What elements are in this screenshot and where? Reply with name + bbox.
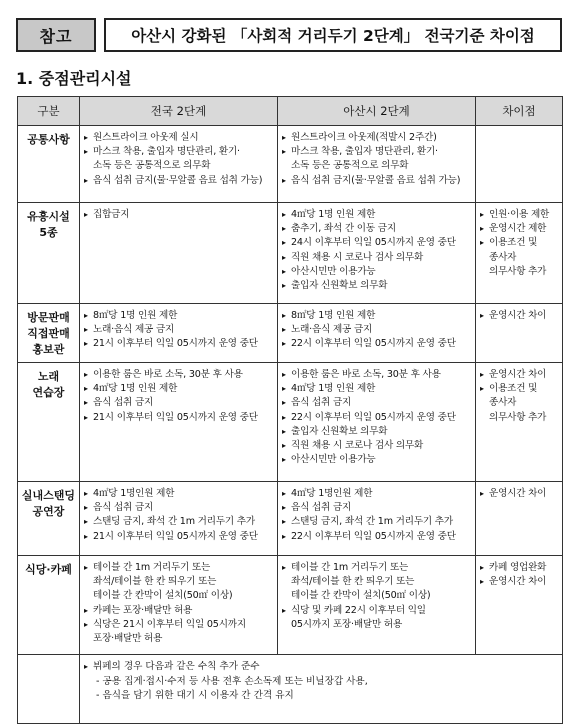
list-item (84, 487, 274, 501)
list-item (84, 396, 274, 410)
triangle-right-icon: ▸ (480, 311, 484, 320)
row-category: 유흥시설 5종 (18, 203, 80, 304)
triangle-right-icon: ▸ (84, 662, 89, 671)
table-row (18, 203, 563, 304)
note-lead: 뷔페의 경우 다음과 같은 수칙 추가 준수 (93, 661, 260, 672)
list-item (84, 604, 274, 618)
item-text: 집합금지 (93, 209, 130, 220)
triangle-right-icon: ▸ (282, 238, 286, 248)
triangle-right-icon: ▸ (282, 325, 286, 335)
list-item (282, 265, 472, 279)
triangle-right-icon: ▸ (84, 503, 88, 513)
cell-national (80, 304, 278, 363)
cell-asan (278, 482, 476, 556)
triangle-right-icon: ▸ (282, 339, 286, 349)
header (16, 18, 562, 52)
list-item (282, 236, 472, 250)
list-item (282, 396, 472, 410)
triangle-right-icon: ▸ (480, 489, 484, 498)
list-item (480, 208, 559, 222)
list-item (282, 368, 472, 382)
list-item (84, 145, 274, 173)
item-text: 이용한 룸은 바로 소독, 30분 후 사용 (93, 369, 243, 380)
note-sub-1: - 공용 집게·접시·수저 등 사용 전후 손소독제 또는 비닐장갑 사용, (96, 675, 368, 687)
list-item (282, 530, 472, 544)
list-item (282, 425, 472, 439)
list-item (282, 487, 472, 501)
row-category: 공통사항 (18, 126, 80, 203)
item-text: 운영시간 차이 (489, 369, 547, 380)
item-text: 22시 이후부터 익일 05시까지 운영 중단 (291, 338, 456, 350)
list-item (282, 411, 472, 425)
cell-diff (476, 304, 563, 363)
triangle-right-icon: ▸ (282, 370, 286, 379)
item-text: 음식 섭취 금지 (291, 502, 352, 514)
triangle-right-icon: ▸ (282, 175, 286, 185)
list-item (84, 618, 274, 646)
cell-asan (278, 203, 476, 304)
item-text: 운영시간 차이 (489, 310, 547, 321)
list-item (282, 501, 472, 515)
list-item (480, 487, 559, 501)
item-text: 마스크 착용, 출입자 명단관리, 환기· 소독 등은 공통적으로 의무화 (291, 146, 438, 172)
comparison-table (17, 96, 563, 724)
item-text: 직원 채용 시 코로나 검사 의무화 (291, 251, 424, 263)
list-item (84, 208, 274, 222)
item-text: 운영시간 차이 (489, 488, 547, 499)
table-row (18, 363, 563, 482)
item-text: 운영시간 제한 (489, 223, 547, 235)
item-text: 4㎡당 1명 인원 제한 (93, 383, 178, 395)
list-item (282, 561, 472, 604)
list-item (282, 515, 472, 529)
triangle-right-icon: ▸ (282, 503, 286, 513)
cell-diff (476, 126, 563, 203)
item-text: 춤추기, 좌석 간 이동 금지 (291, 223, 396, 235)
list-item (84, 337, 274, 351)
list-item (84, 368, 274, 382)
cell-asan (278, 363, 476, 482)
item-text: 노래·음식 제공 금지 (93, 324, 175, 336)
item-text: 이용한 룸은 바로 소독, 30분 후 사용 (291, 369, 441, 380)
triangle-right-icon: ▸ (282, 455, 286, 465)
item-text: 4㎡당 1명 인원 제한 (291, 383, 376, 395)
triangle-right-icon: ▸ (84, 619, 88, 629)
triangle-right-icon: ▸ (84, 210, 88, 219)
item-text: 인원·이용 제한 (489, 209, 550, 220)
item-text: 음식 섭취 금지 (93, 502, 154, 514)
triangle-right-icon: ▸ (84, 605, 88, 615)
item-text: 음식 섭취 금지 (93, 397, 154, 409)
triangle-right-icon: ▸ (282, 605, 286, 615)
item-text: 22시 이후부터 익일 05시까지 운영 중단 (291, 530, 456, 542)
item-text: 4㎡당 1명 인원 제한 (291, 209, 376, 220)
triangle-right-icon: ▸ (84, 489, 88, 498)
list-item (282, 208, 472, 222)
item-text: 아산시민만 이용가능 (291, 265, 376, 277)
cell-diff (476, 556, 563, 655)
header-national: 전국 2단계 (80, 97, 278, 126)
list-item (480, 222, 559, 236)
list-item (282, 382, 472, 396)
item-text: 원스트라이크 아웃제(적발시 2주간) (291, 132, 437, 143)
cell-diff (476, 482, 563, 556)
triangle-right-icon: ▸ (282, 281, 286, 291)
triangle-right-icon: ▸ (84, 398, 88, 408)
triangle-right-icon: ▸ (282, 311, 286, 320)
triangle-right-icon: ▸ (480, 238, 484, 248)
list-item (282, 337, 472, 351)
list-item (480, 236, 559, 279)
list-item (84, 309, 274, 323)
item-text: 테이블 간 1m 거리두기 또는 좌석/테이블 한 칸 띄우기 또는 테이블 간 칸막이 설치(50㎡ 이상) (93, 562, 233, 602)
row-category: 방문판매 직접판매 홍보관 (18, 304, 80, 363)
triangle-right-icon: ▸ (84, 311, 88, 320)
list-item (84, 501, 274, 515)
item-text: 출입자 신원확보 의무화 (291, 425, 388, 437)
triangle-right-icon: ▸ (282, 489, 286, 498)
triangle-right-icon: ▸ (282, 384, 286, 394)
item-text: 21시 이후부터 익일 05시까지 운영 중단 (93, 338, 258, 350)
triangle-right-icon: ▸ (84, 563, 88, 572)
triangle-right-icon: ▸ (282, 210, 286, 219)
item-text: 4㎡당 1명인원 제한 (93, 488, 175, 499)
table-header-row (18, 97, 563, 126)
item-text: 21시 이후부터 익일 05시까지 운영 중단 (93, 530, 258, 542)
triangle-right-icon: ▸ (282, 441, 286, 451)
triangle-right-icon: ▸ (480, 210, 484, 219)
list-item (282, 131, 472, 145)
header-asan: 아산시 2단계 (278, 97, 476, 126)
table-row (18, 304, 563, 363)
section-title: 1. 중점관리시설 (16, 69, 132, 88)
item-text: 카페 영업완화 (489, 562, 547, 573)
item-text: 이용조건 및 종사자 의무사항 추가 (489, 237, 547, 277)
item-text: 스탠딩 금지, 좌석 간 1m 거리두기 추가 (93, 516, 255, 528)
list-item (282, 439, 472, 453)
triangle-right-icon: ▸ (480, 577, 484, 587)
cell-national (80, 203, 278, 304)
table-row (18, 126, 563, 203)
note-sub-2: - 음식을 담기 위한 대기 시 이용자 간 간격 유지 (96, 690, 294, 701)
item-text: 테이블 간 1m 거리두기 또는 좌석/테이블 한 칸 띄우기 또는 테이블 간 칸막이 설치(50㎡ 이상) (291, 562, 431, 602)
list-item (282, 604, 472, 632)
triangle-right-icon: ▸ (84, 175, 88, 185)
table-row (18, 556, 563, 655)
triangle-right-icon: ▸ (282, 252, 286, 262)
buffet-note (80, 655, 563, 724)
list-item (282, 453, 472, 467)
triangle-right-icon: ▸ (480, 224, 484, 234)
triangle-right-icon: ▸ (480, 563, 484, 572)
list-item (480, 561, 559, 575)
list-item (282, 174, 472, 188)
row-category: 식당·카페 (18, 556, 80, 655)
table-row (18, 482, 563, 556)
note-spacer (18, 655, 80, 724)
cell-asan (278, 126, 476, 203)
item-text: 식당은 21시 이후부터 익일 05시까지 포장·배달만 허용 (93, 618, 246, 645)
item-text: 24시 이후부터 익일 05시까지 운영 중단 (291, 237, 456, 249)
table-row (18, 655, 563, 724)
item-text: 아산시민만 이용가능 (291, 454, 376, 466)
item-text: 카페는 포장·배달만 허용 (93, 604, 193, 616)
triangle-right-icon: ▸ (282, 398, 286, 408)
item-text: 원스트라이크 아웃제 실시 (93, 132, 199, 143)
item-text: 8㎡당 1명 인원 제한 (291, 310, 376, 321)
item-text: 4㎡당 1명인원 제한 (291, 488, 373, 499)
list-item (84, 174, 274, 188)
triangle-right-icon: ▸ (84, 517, 88, 527)
list-item (84, 515, 274, 529)
cell-national (80, 363, 278, 482)
triangle-right-icon: ▸ (282, 224, 286, 234)
list-item (282, 222, 472, 236)
row-category: 노래 연습장 (18, 363, 80, 482)
list-item (282, 309, 472, 323)
item-text: 음식 섭취 금지 (291, 397, 352, 409)
cell-asan (278, 304, 476, 363)
cell-national (80, 482, 278, 556)
list-item (84, 131, 274, 145)
cell-national (80, 556, 278, 655)
triangle-right-icon: ▸ (84, 384, 88, 394)
list-item (84, 411, 274, 425)
cell-national (80, 126, 278, 203)
list-item (84, 530, 274, 544)
item-text: 마스크 착용, 출입자 명단관리, 환기· 소독 등은 공통적으로 의무화 (93, 146, 240, 172)
item-text: 이용조건 및 종사자 의무사항 추가 (489, 383, 547, 423)
row-category: 실내스탠딩 공연장 (18, 482, 80, 556)
cell-asan (278, 556, 476, 655)
item-text: 음식 섭취 금지(물·무알콜 음료 섭취 가능) (291, 174, 461, 186)
list-item (480, 309, 559, 323)
list-item (282, 279, 472, 293)
list-item (84, 382, 274, 396)
triangle-right-icon: ▸ (480, 384, 484, 394)
reference-tag: 참고 (16, 18, 96, 52)
triangle-right-icon: ▸ (84, 133, 88, 142)
list-item (480, 382, 559, 425)
triangle-right-icon: ▸ (282, 517, 286, 527)
item-text: 스탠딩 금지, 좌석 간 1m 거리두기 추가 (291, 516, 453, 528)
triangle-right-icon: ▸ (282, 266, 286, 276)
triangle-right-icon: ▸ (84, 370, 88, 379)
triangle-right-icon: ▸ (84, 339, 88, 349)
cell-diff (476, 363, 563, 482)
triangle-right-icon: ▸ (282, 147, 286, 157)
list-item (84, 323, 274, 337)
triangle-right-icon: ▸ (282, 426, 286, 436)
triangle-right-icon: ▸ (282, 563, 286, 572)
triangle-right-icon: ▸ (282, 412, 286, 422)
triangle-right-icon: ▸ (84, 412, 88, 422)
item-text: 21시 이후부터 익일 05시까지 운영 중단 (93, 411, 258, 423)
item-text: 8㎡당 1명 인원 제한 (93, 310, 178, 321)
item-text: 식당 및 카페 22시 이후부터 익일 05시까지 포장·배달만 허용 (291, 604, 426, 630)
list-item (480, 575, 559, 589)
item-text: 운영시간 차이 (489, 576, 547, 588)
triangle-right-icon: ▸ (480, 370, 484, 379)
triangle-right-icon: ▸ (282, 531, 286, 541)
list-item (480, 368, 559, 382)
triangle-right-icon: ▸ (84, 531, 88, 541)
list-item (282, 323, 472, 337)
triangle-right-icon: ▸ (84, 147, 88, 157)
item-text: 노래·음식 제공 금지 (291, 324, 373, 336)
list-item (282, 251, 472, 265)
item-text: 음식 섭취 금지(물·무알콜 음료 섭취 가능) (93, 174, 263, 186)
list-item (282, 145, 472, 173)
item-text: 직원 채용 시 코로나 검사 의무화 (291, 440, 424, 452)
cell-diff (476, 203, 563, 304)
header-diff: 차이점 (476, 97, 563, 126)
page-title: 아산시 강화된 「사회적 거리두기 2단계」 전국기준 차이점 (104, 18, 562, 52)
item-text: 출입자 신원확보 의무화 (291, 280, 388, 292)
item-text: 22시 이후부터 익일 05시까지 운영 중단 (291, 411, 456, 423)
triangle-right-icon: ▸ (282, 133, 286, 142)
triangle-right-icon: ▸ (84, 325, 88, 335)
list-item (84, 561, 274, 604)
header-category: 구분 (18, 97, 80, 126)
